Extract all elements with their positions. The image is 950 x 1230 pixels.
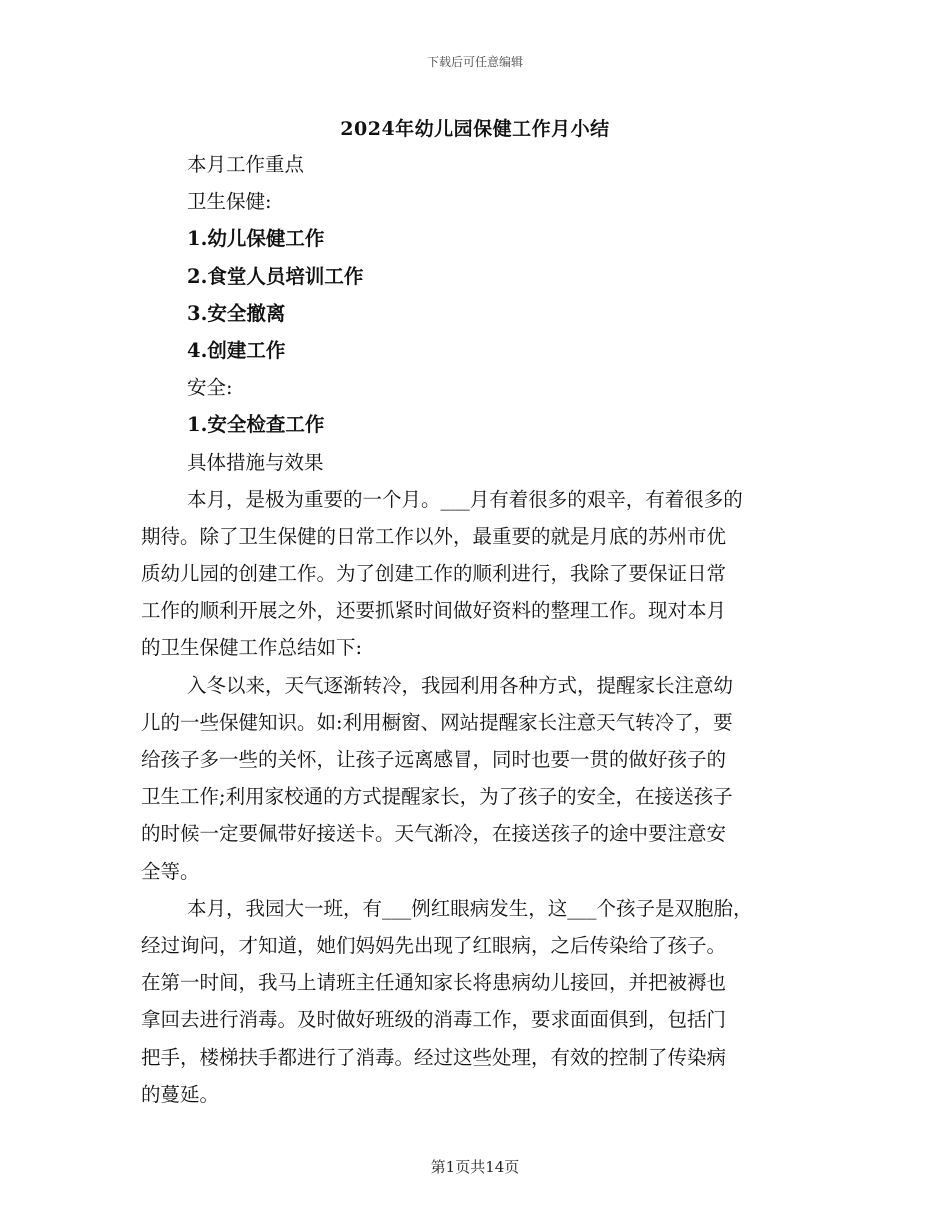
paragraph-line: 的卫生保健工作总结如下:	[141, 636, 363, 660]
paragraph-line: 卫生工作;利用家校通的方式提醒家长，为了孩子的安全，在接送孩子	[141, 785, 733, 809]
paragraph-line: 给孩子多一些的关怀，让孩子远离感冒，同时也要一贯的做好孩子的	[141, 748, 727, 771]
paragraph-2	[141, 667, 809, 890]
list-item: 3.安全撤离	[187, 301, 286, 325]
paragraph-line: 在第一时间，我马上请班主任通知家长将患病幼儿接回，并把被褥也	[141, 971, 727, 995]
paragraph-line: 工作的顺利开展之外，还要抓紧时间做好资料的整理工作。现对本月	[141, 599, 727, 623]
list-item: 1.安全检查工作	[187, 413, 325, 437]
paragraph-line: 全等。	[141, 859, 200, 883]
document-body	[141, 146, 809, 1113]
paragraph-line: 儿的一些保健知识。如:利用橱窗、网站提醒家长注意天气转冷了，要	[141, 710, 733, 734]
paragraph-line: 把手，楼梯扶手都进行了消毒。经过这些处理，有效的控制了传染病	[141, 1045, 727, 1069]
paragraph-line: 本月，是极为重要的一个月。___月有着很多的艰辛，有着很多的	[187, 487, 743, 511]
section-heading-focus: 本月工作重点	[187, 153, 305, 176]
subheading-safety: 安全:	[187, 376, 233, 400]
subheading-hygiene: 卫生保健:	[187, 190, 272, 214]
list-item: 1.幼儿保健工作	[187, 227, 325, 251]
paragraph-line: 的时候一定要佩带好接送卡。天气渐冷，在接送孩子的途中要注意安	[141, 822, 727, 846]
list-item: 2.食堂人员培训工作	[187, 264, 364, 288]
paragraph-line: 本月，我园大一班，有___例红眼病发生，这___个孩子是双胞胎，	[187, 896, 753, 920]
document-title: 2024年幼儿园保健工作月小结	[340, 118, 610, 140]
list-item: 4.创建工作	[187, 338, 286, 362]
page-header-note: 下载后可任意编辑	[426, 55, 523, 69]
paragraph-line: 质幼儿园的创建工作。为了创建工作的顺利进行，我除了要保证日常	[141, 562, 727, 586]
paragraph-line: 拿回去进行消毒。及时做好班级的消毒工作，要求面面俱到，包括门	[141, 1008, 727, 1032]
paragraph-line: 期待。除了卫生保健的日常工作以外，最重要的就是月底的苏州市优	[141, 524, 727, 548]
paragraph-line: 的蔓延。	[141, 1082, 220, 1106]
paragraph-line: 入冬以来，天气逐渐转冷，我园利用各种方式，提醒家长注意幼	[187, 673, 734, 697]
paragraph-1	[141, 481, 809, 667]
paragraph-3	[141, 890, 809, 1113]
paragraph-line: 经过询问，才知道，她们妈妈先出现了红眼病，之后传染给了孩子。	[141, 933, 727, 957]
section-heading-measures: 具体措施与效果	[187, 450, 324, 474]
page-number: 第1页共14页	[430, 1158, 520, 1176]
